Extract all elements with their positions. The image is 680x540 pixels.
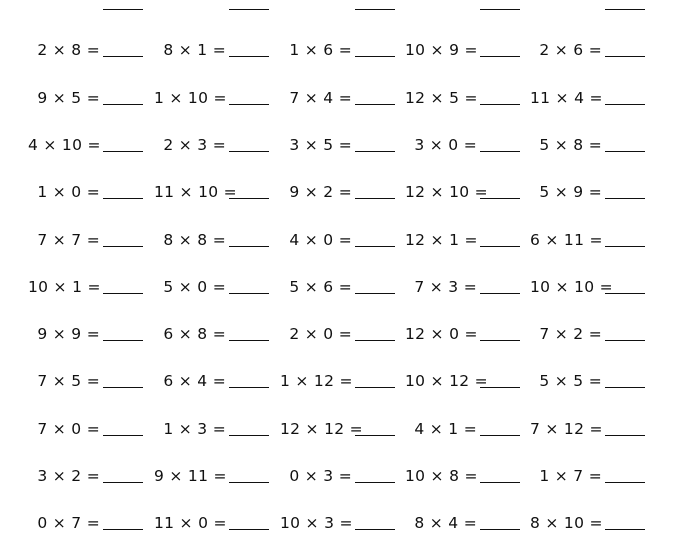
problem-item [280, 508, 405, 538]
answer-blank[interactable] [103, 293, 143, 294]
problem-expression: 6 × 4 = [163, 372, 226, 391]
problem-expression: 2 × 6 = [539, 41, 602, 60]
problem-expression [28, 0, 100, 18]
answer-blank[interactable] [605, 198, 645, 199]
answer-blank[interactable] [229, 9, 269, 10]
answer-blank[interactable] [480, 387, 520, 388]
problem-item [280, 177, 405, 207]
answer-blank[interactable] [229, 529, 269, 530]
problem-expression: 0 × 7 = [37, 514, 100, 533]
problem-item [530, 508, 655, 538]
answer-blank[interactable] [605, 340, 645, 341]
problem-item [154, 508, 279, 538]
problem-expression: 1 × 12 = [280, 372, 353, 391]
problem-item [405, 366, 530, 396]
problem-item [405, 225, 530, 255]
problem-item [28, 461, 153, 491]
answer-blank[interactable] [229, 151, 269, 152]
problem-item [28, 0, 153, 18]
problem-expression [530, 0, 602, 18]
answer-blank[interactable] [103, 9, 143, 10]
problem-expression: 10 × 1 = [28, 277, 101, 296]
problem-row [0, 272, 680, 302]
problem-item [530, 35, 655, 65]
problem-expression: 6 × 11 = [530, 230, 603, 249]
answer-blank[interactable] [355, 435, 395, 436]
problem-expression: 1 × 0 = [37, 183, 100, 202]
problem-expression: 1 × 6 = [289, 41, 352, 60]
answer-blank[interactable] [355, 529, 395, 530]
problem-item [405, 35, 530, 65]
answer-blank[interactable] [605, 435, 645, 436]
problem-item [154, 130, 279, 160]
problem-row [0, 225, 680, 255]
problem-item [530, 225, 655, 255]
problem-row [0, 83, 680, 113]
problem-expression: 11 × 4 = [530, 88, 603, 107]
problem-item [405, 0, 530, 18]
answer-blank[interactable] [229, 198, 269, 199]
problem-expression: 10 × 8 = [405, 467, 478, 485]
answer-blank[interactable] [605, 9, 645, 10]
problem-item [405, 508, 530, 538]
problem-item [28, 35, 153, 65]
problem-expression: 5 × 8 = [539, 135, 602, 154]
problem-expression: 3 × 5 = [289, 135, 352, 154]
problem-row [0, 35, 680, 65]
problem-item [530, 461, 655, 491]
answer-blank[interactable] [229, 104, 269, 105]
problem-expression: 2 × 3 = [163, 135, 226, 154]
answer-blank[interactable] [480, 246, 520, 247]
answer-blank[interactable] [355, 293, 395, 294]
answer-blank[interactable] [480, 293, 520, 294]
problem-item [154, 414, 279, 444]
problem-item [530, 414, 655, 444]
problem-expression: 9 × 5 = [37, 88, 100, 107]
problem-item [280, 272, 405, 302]
answer-blank[interactable] [103, 56, 143, 57]
problem-item [280, 414, 405, 444]
problem-item [154, 225, 279, 255]
answer-blank[interactable] [229, 56, 269, 57]
answer-blank[interactable] [229, 293, 269, 294]
answer-blank[interactable] [229, 482, 269, 483]
problem-item [28, 83, 153, 113]
problem-expression: 7 × 2 = [539, 325, 602, 344]
problem-row [0, 130, 680, 160]
problem-expression: 12 × 1 = [405, 230, 478, 249]
problem-row [0, 0, 680, 18]
problem-expression: 8 × 1 = [163, 41, 226, 60]
problem-expression: 11 × 10 = [154, 183, 237, 202]
problem-expression: 1 × 10 = [154, 88, 227, 107]
answer-blank[interactable] [355, 482, 395, 483]
answer-blank[interactable] [229, 340, 269, 341]
problem-item [28, 272, 153, 302]
problem-row [0, 177, 680, 207]
problem-item [280, 130, 405, 160]
problem-expression: 5 × 6 = [289, 277, 352, 296]
problem-item [28, 508, 153, 538]
answer-blank[interactable] [355, 246, 395, 247]
problem-expression: 5 × 5 = [539, 372, 602, 391]
answer-blank[interactable] [480, 9, 520, 10]
problem-item [530, 0, 655, 18]
problem-expression: 8 × 8 = [163, 230, 226, 249]
answer-blank[interactable] [355, 340, 395, 341]
problem-item [530, 272, 655, 302]
answer-blank[interactable] [480, 151, 520, 152]
problem-item [280, 461, 405, 491]
answer-blank[interactable] [480, 104, 520, 105]
problem-expression: 12 × 5 = [405, 88, 478, 107]
problem-expression: 2 × 8 = [37, 41, 100, 60]
answer-blank[interactable] [103, 435, 143, 436]
problem-expression: 8 × 4 = [414, 514, 477, 533]
problem-expression: 2 × 0 = [289, 325, 352, 344]
problem-item [280, 366, 405, 396]
answer-blank[interactable] [229, 435, 269, 436]
problem-expression: 1 × 3 = [163, 419, 226, 438]
problem-item [28, 414, 153, 444]
answer-blank[interactable] [480, 56, 520, 57]
problem-item [28, 177, 153, 207]
answer-blank[interactable] [480, 198, 520, 199]
problem-item [280, 319, 405, 349]
answer-blank[interactable] [605, 56, 645, 57]
problem-expression: 12 × 0 = [405, 325, 478, 344]
problem-expression: 7 × 3 = [414, 277, 477, 296]
problem-item [530, 319, 655, 349]
problem-expression: 7 × 4 = [289, 88, 352, 107]
problem-item [28, 130, 153, 160]
problem-row [0, 414, 680, 444]
problem-row [0, 366, 680, 396]
problem-expression: 7 × 5 = [37, 372, 100, 391]
answer-blank[interactable] [355, 198, 395, 199]
problem-expression [280, 0, 352, 18]
problem-expression: 10 × 3 = [280, 514, 353, 533]
answer-blank[interactable] [605, 151, 645, 152]
problem-row [0, 508, 680, 538]
problem-item [530, 83, 655, 113]
problem-expression: 9 × 2 = [289, 183, 352, 202]
answer-blank[interactable] [480, 435, 520, 436]
problem-expression: 5 × 9 = [539, 183, 602, 202]
problem-item [280, 83, 405, 113]
answer-blank[interactable] [605, 104, 645, 105]
answer-blank[interactable] [355, 104, 395, 105]
problem-item [405, 319, 530, 349]
problem-expression: 4 × 1 = [414, 419, 477, 438]
problem-expression: 1 × 7 = [539, 467, 602, 485]
answer-blank[interactable] [103, 246, 143, 247]
problem-expression: 10 × 12 = [405, 372, 488, 391]
problem-expression: 10 × 10 = [530, 277, 613, 296]
answer-blank[interactable] [103, 482, 143, 483]
answer-blank[interactable] [355, 9, 395, 10]
answer-blank[interactable] [355, 387, 395, 388]
answer-blank[interactable] [480, 340, 520, 341]
problem-item [280, 35, 405, 65]
answer-blank[interactable] [605, 529, 645, 530]
problem-expression: 12 × 10 = [405, 183, 488, 202]
problem-expression: 3 × 2 = [37, 467, 100, 485]
problem-item [154, 366, 279, 396]
problem-expression: 4 × 0 = [289, 230, 352, 249]
problem-item [154, 177, 279, 207]
problem-expression: 9 × 11 = [154, 467, 227, 485]
problem-item [405, 130, 530, 160]
problem-expression: 12 × 12 = [280, 419, 363, 438]
problem-expression: 7 × 12 = [530, 419, 603, 438]
problem-expression [154, 0, 226, 18]
problem-expression: 6 × 8 = [163, 325, 226, 344]
problem-expression: 7 × 0 = [37, 419, 100, 438]
problem-expression: 10 × 9 = [405, 41, 478, 60]
answer-blank[interactable] [355, 56, 395, 57]
problem-item [154, 319, 279, 349]
answer-blank[interactable] [103, 340, 143, 341]
answer-blank[interactable] [605, 293, 645, 294]
problem-expression: 11 × 0 = [154, 514, 227, 533]
problem-expression: 5 × 0 = [163, 277, 226, 296]
answer-blank[interactable] [605, 246, 645, 247]
problem-expression: 0 × 3 = [289, 467, 352, 485]
problem-item [28, 366, 153, 396]
problem-item [405, 272, 530, 302]
problem-item [405, 177, 530, 207]
answer-blank[interactable] [605, 482, 645, 483]
answer-blank[interactable] [103, 151, 143, 152]
problem-item [530, 177, 655, 207]
problem-expression [405, 0, 477, 18]
problem-item [28, 319, 153, 349]
answer-blank[interactable] [355, 151, 395, 152]
problem-item [154, 83, 279, 113]
answer-blank[interactable] [605, 387, 645, 388]
problem-expression: 4 × 10 = [28, 135, 101, 154]
answer-blank[interactable] [480, 482, 520, 483]
problem-item [154, 0, 279, 18]
answer-blank[interactable] [229, 387, 269, 388]
problem-expression: 3 × 0 = [414, 135, 477, 154]
answer-blank[interactable] [480, 529, 520, 530]
problem-item [154, 35, 279, 65]
problem-item [530, 130, 655, 160]
answer-blank[interactable] [103, 198, 143, 199]
problem-expression: 7 × 7 = [37, 230, 100, 249]
problem-item [154, 272, 279, 302]
answer-blank[interactable] [103, 387, 143, 388]
problem-item [405, 461, 530, 491]
answer-blank[interactable] [229, 246, 269, 247]
problem-row [0, 319, 680, 349]
answer-blank[interactable] [103, 529, 143, 530]
problem-item [28, 225, 153, 255]
problem-item [280, 225, 405, 255]
problem-expression: 8 × 10 = [530, 514, 603, 533]
problem-item [154, 461, 279, 491]
problem-item [405, 83, 530, 113]
problem-item [280, 0, 405, 18]
problem-item [405, 414, 530, 444]
problem-item [530, 366, 655, 396]
problem-expression: 9 × 9 = [37, 325, 100, 344]
problem-row [0, 461, 680, 491]
answer-blank[interactable] [103, 104, 143, 105]
